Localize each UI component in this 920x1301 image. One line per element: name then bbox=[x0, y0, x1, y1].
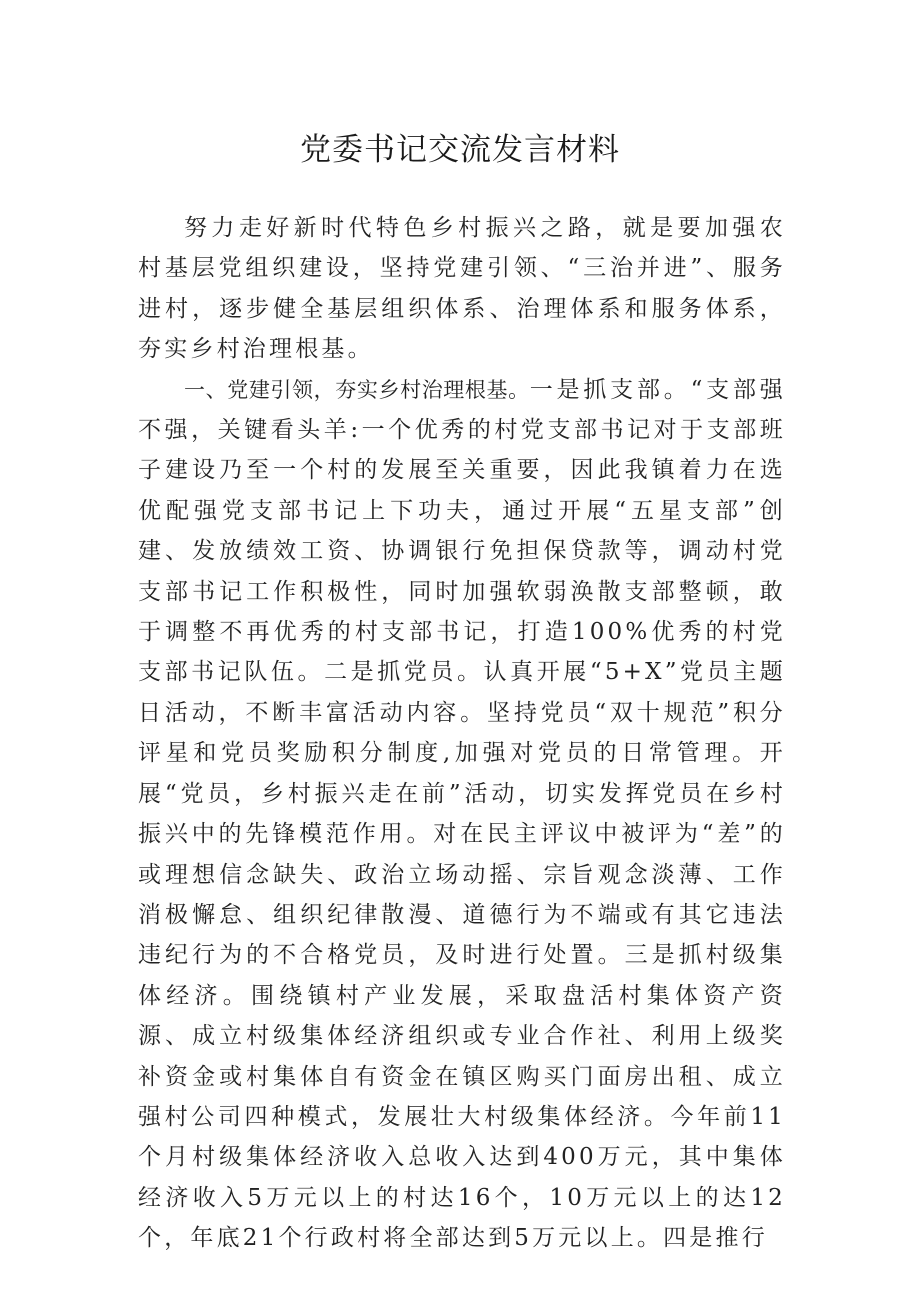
section-1-heading: 一、党建引领，夯实乡村治理根基。 bbox=[184, 377, 530, 402]
section-1-paragraph bbox=[138, 370, 786, 1259]
document-title: 党委书记交流发言材料 bbox=[300, 132, 620, 168]
intro-paragraph: 努力走好新时代特色乡村振兴之路，就是要加强农村基层党组织建设，坚持党建引领、“三治并进”、服务进村，逐步健全基层组织体系、治理体系和服务体系，夯实乡村治理根基。 bbox=[138, 215, 786, 363]
document-body bbox=[138, 208, 786, 1259]
section-1-body: 一是抓支部。“支部强不强，关键看头羊:一个优秀的村党支部书记对于支部班子建设乃至一个村的发展至关重要，因此我镇着力在选优配强党支部书记上下功夫，通过开展“五星支部”创建、发放绩效工资、协调银行免担保贷款等，调动村党支部书记工作积极性，同时加强软弱涣散支部整顿，敢于调整不再优秀的村支部书记，打造100%优秀的村党支部书记队伍。二是抓党员。认真开展“5+X”党员主题日活动，不断丰富活动内容。坚持党员“双十规范”积分评星和党员奖励积分制度,加强对党员的日常管理。开展“党员，乡村振兴走在前”活动，切实发挥党员在乡村振兴中的先锋模范作用。对在民主评议中被评为“差”的或理想信念缺失、政治立场动摇、宗旨观念淡薄、工作消极懈怠、组织纪律散漫、道德行为不端或有其它违法违纪行为的不合格党员，及时进行处置。三是抓村级集体经济。围绕镇村产业发展，采取盘活村集体资产资源、成立村级集体经济组织或专业合作社、利用上级奖补资金或村集体自有资金在镇区购买门面房出租、成立强村公司四种模式，发展壮大村级集体经济。今年前11个月村级集体经济收入总收入达到400万元，其中集体经济收入5万元以上的村达16个，10万元以上的达12个，年底21个行政村将全部达到5万元以上。四是推行 bbox=[138, 376, 786, 1252]
